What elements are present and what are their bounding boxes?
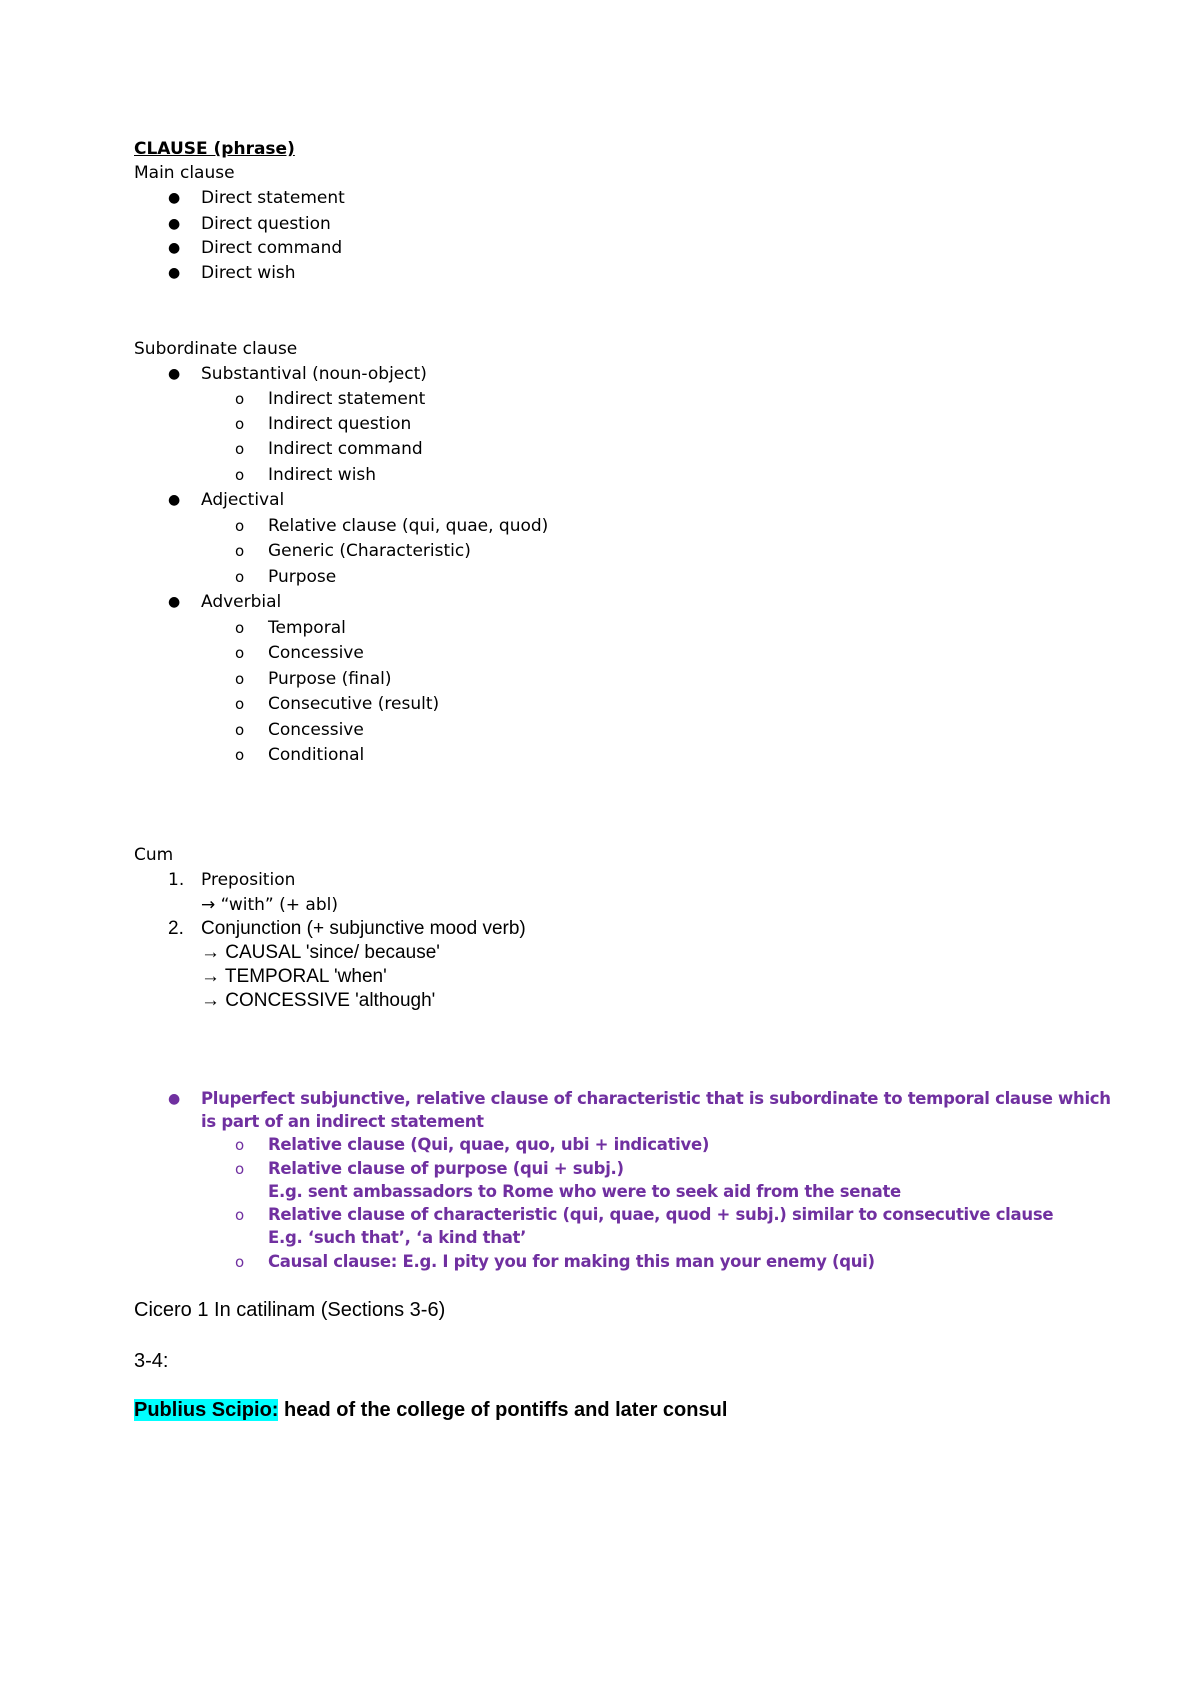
circle-bullet-icon: o [235,1253,245,1271]
section-label: 3-4: [134,1350,169,1372]
bullet-icon: ● [168,240,181,256]
list-item: Consecutive (result) [268,694,440,714]
cum-label: Cum [134,845,174,865]
note-text: Pluperfect subjunctive, relative clause of characteristic that is subordinate to temporal clause which [201,1089,1111,1108]
highlighted-term: Publius Scipio: [134,1399,279,1421]
list-item-detail: → TEMPORAL 'when' [201,966,387,987]
list-item-detail: → CONCESSIVE 'although' [201,990,436,1011]
bullet-icon: ● [168,492,181,508]
circle-bullet-icon: o [235,466,245,484]
circle-bullet-icon: o [235,390,245,408]
list-item: Direct command [201,238,343,258]
list-item: Direct wish [201,263,296,283]
circle-bullet-icon: o [235,568,245,586]
note-text: Relative clause of purpose (qui + subj.) [268,1159,624,1178]
list-item: Adverbial [201,592,282,612]
note-text: Causal clause: E.g. I pity you for making this man your enemy (qui) [268,1252,875,1271]
bullet-icon: ● [168,1091,181,1107]
list-item: Indirect question [268,414,412,434]
term-definition: head of the college of pontiffs and later consul [278,1399,728,1421]
circle-bullet-icon: o [235,542,245,560]
list-item: Purpose (final) [268,669,392,689]
circle-bullet-icon: o [235,1136,245,1154]
note-text: Relative clause of characteristic (qui, quae, quod + subj.) similar to consecutive clause [268,1205,1054,1224]
list-item: Relative clause (qui, quae, quod) [268,516,549,536]
list-item: Indirect command [268,439,423,459]
circle-bullet-icon: o [235,619,245,637]
circle-bullet-icon: o [235,670,245,688]
list-item: Conjunction (+ subjunctive mood verb) [201,918,526,939]
list-item: Concessive [268,643,364,663]
list-number: 1. [168,870,185,890]
note-text: Relative clause (Qui, quae, quo, ubi + indicative) [268,1135,710,1154]
list-item: Temporal [268,618,346,638]
bullet-icon: ● [168,190,181,206]
list-item: Substantival (noun-object) [201,364,427,384]
note-text: E.g. sent ambassadors to Rome who were to seek aid from the senate [268,1182,901,1201]
circle-bullet-icon: o [235,415,245,433]
list-item: Direct statement [201,188,345,208]
circle-bullet-icon: o [235,695,245,713]
circle-bullet-icon: o [235,746,245,764]
note-text: E.g. ‘such that’, ‘a kind that’ [268,1228,527,1247]
subordinate-clause-label: Subordinate clause [134,339,298,359]
list-item-detail: → “with” (+ abl) [201,895,338,915]
list-item-detail: → CAUSAL 'since/ because' [201,942,440,963]
list-item: Preposition [201,870,296,890]
list-item: Purpose [268,567,337,587]
main-clause-label: Main clause [134,163,235,183]
list-item: Adjectival [201,490,285,510]
term-line [134,1398,727,1422]
circle-bullet-icon: o [235,517,245,535]
list-item: Generic (Characteristic) [268,541,471,561]
bullet-icon: ● [168,594,181,610]
circle-bullet-icon: o [235,644,245,662]
bullet-icon: ● [168,265,181,281]
list-item: Direct question [201,214,331,234]
bullet-icon: ● [168,216,181,232]
list-item: Indirect wish [268,465,377,485]
list-item: Conditional [268,745,365,765]
cicero-heading: Cicero 1 In catilinam (Sections 3-6) [134,1299,446,1321]
clause-title: CLAUSE (phrase) [134,139,295,159]
list-number: 2. [168,918,184,939]
note-text: is part of an indirect statement [201,1112,484,1131]
list-item: Concessive [268,720,364,740]
circle-bullet-icon: o [235,440,245,458]
circle-bullet-icon: o [235,1206,245,1224]
bullet-icon: ● [168,366,181,382]
list-item: Indirect statement [268,389,426,409]
circle-bullet-icon: o [235,1160,245,1178]
circle-bullet-icon: o [235,721,245,739]
